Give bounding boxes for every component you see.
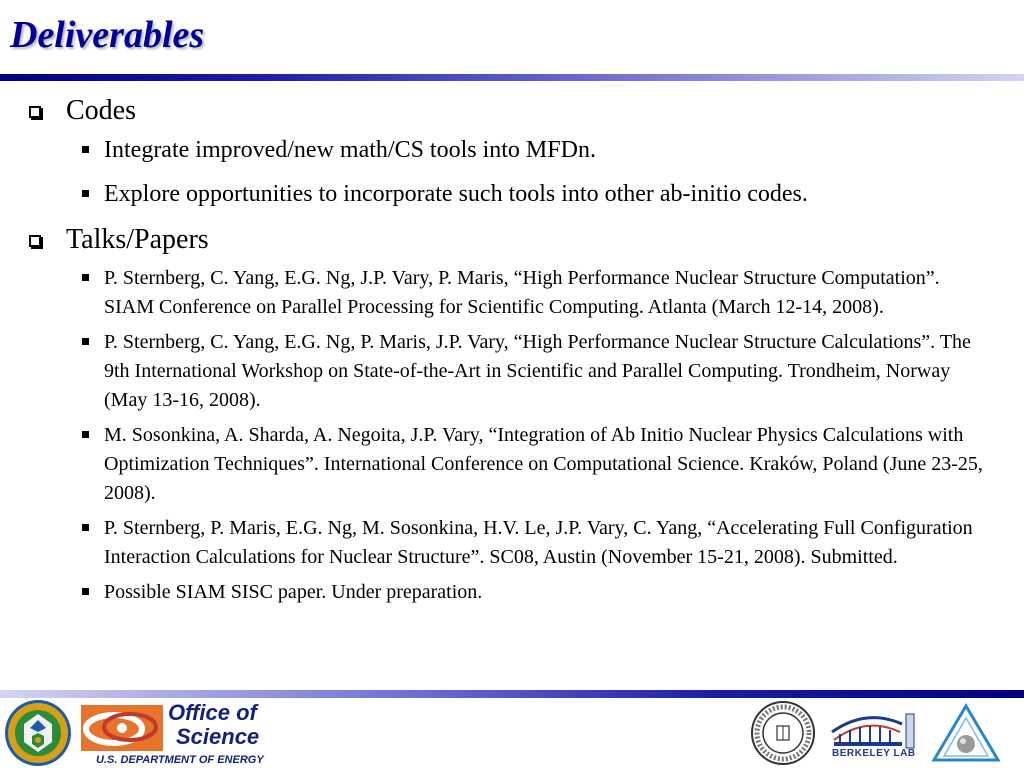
list-item-text: M. Sosonkina, A. Sharda, A. Negoita, J.P. Vary, “Integration of Ab Initio Nuclear Physics Calculations with Optimization Techniques”. International Conference on Computational Science. Kraków, Poland (June 23-25, 2008). [104,424,983,504]
triangle-sphere-logo-icon [930,702,1002,764]
section-codes [0,94,1024,128]
office-of-science-logo-icon [80,704,164,752]
section-talks-papers [0,223,1024,257]
section-label: Talks/Papers [66,224,209,255]
square-bullet-icon [82,338,89,345]
title-divider [0,74,1024,81]
list-item-text: P. Sternberg, C. Yang, E.G. Ng, P. Maris, J.P. Vary, “High Performance Nuclear Structure Calculations”. The 9th International Workshop on State-of-the-Art in Scientific and Parallel Computing. Trondheim, Norway (May 13-16, 2008). [104,331,971,411]
list-item [0,135,1024,165]
doe-label: U.S. DEPARTMENT OF ENERGY [96,754,264,766]
section-label: Codes [66,95,136,126]
list-item [0,179,1024,209]
list-item-text: Integrate improved/new math/CS tools into MFDn. [104,137,596,163]
office-of-label: Office of [168,700,257,725]
slide-title: Deliverables [10,14,205,56]
berkeley-lab-label: BERKELEY LAB [832,748,916,759]
science-label: Science [176,724,260,749]
square-bullet-icon [82,524,89,531]
list-item [0,421,1024,508]
list-item [0,578,1024,607]
list-item-text: Possible SIAM SISC paper. Under preparation. [104,581,483,603]
square-bullet-icon [82,190,89,197]
slide-body [0,94,1024,613]
hollow-square-bullet-icon [29,235,41,247]
square-bullet-icon [82,274,89,281]
doe-seal-icon [2,698,74,768]
footer-divider [0,690,1024,698]
list-item [0,264,1024,322]
square-bullet-icon [82,431,89,438]
list-item-text: P. Sternberg, P. Maris, E.G. Ng, M. Sosonkina, H.V. Le, J.P. Vary, C. Yang, “Accelerating Full Configuration Interaction Calculations for Nuclear Structure”. SC08, Austin (November 15-21, 2008). Submitted. [104,517,973,568]
square-bullet-icon [82,146,89,153]
footer-logos [0,698,1024,768]
iowa-state-seal-icon [750,700,816,766]
list-item [0,328,1024,415]
hollow-square-bullet-icon [29,106,41,118]
list-item-text: Explore opportunities to incorporate such tools into other ab-initio codes. [104,181,808,207]
square-bullet-icon [82,588,89,595]
list-item [0,514,1024,572]
office-of-science-wordmark [168,701,259,749]
list-item-text: P. Sternberg, C. Yang, E.G. Ng, J.P. Vary, P. Maris, “High Performance Nuclear Structure Computation”. SIAM Conference on Parallel Processing for Scientific Computing. Atlanta (March 12-14, 2008). [104,267,940,318]
